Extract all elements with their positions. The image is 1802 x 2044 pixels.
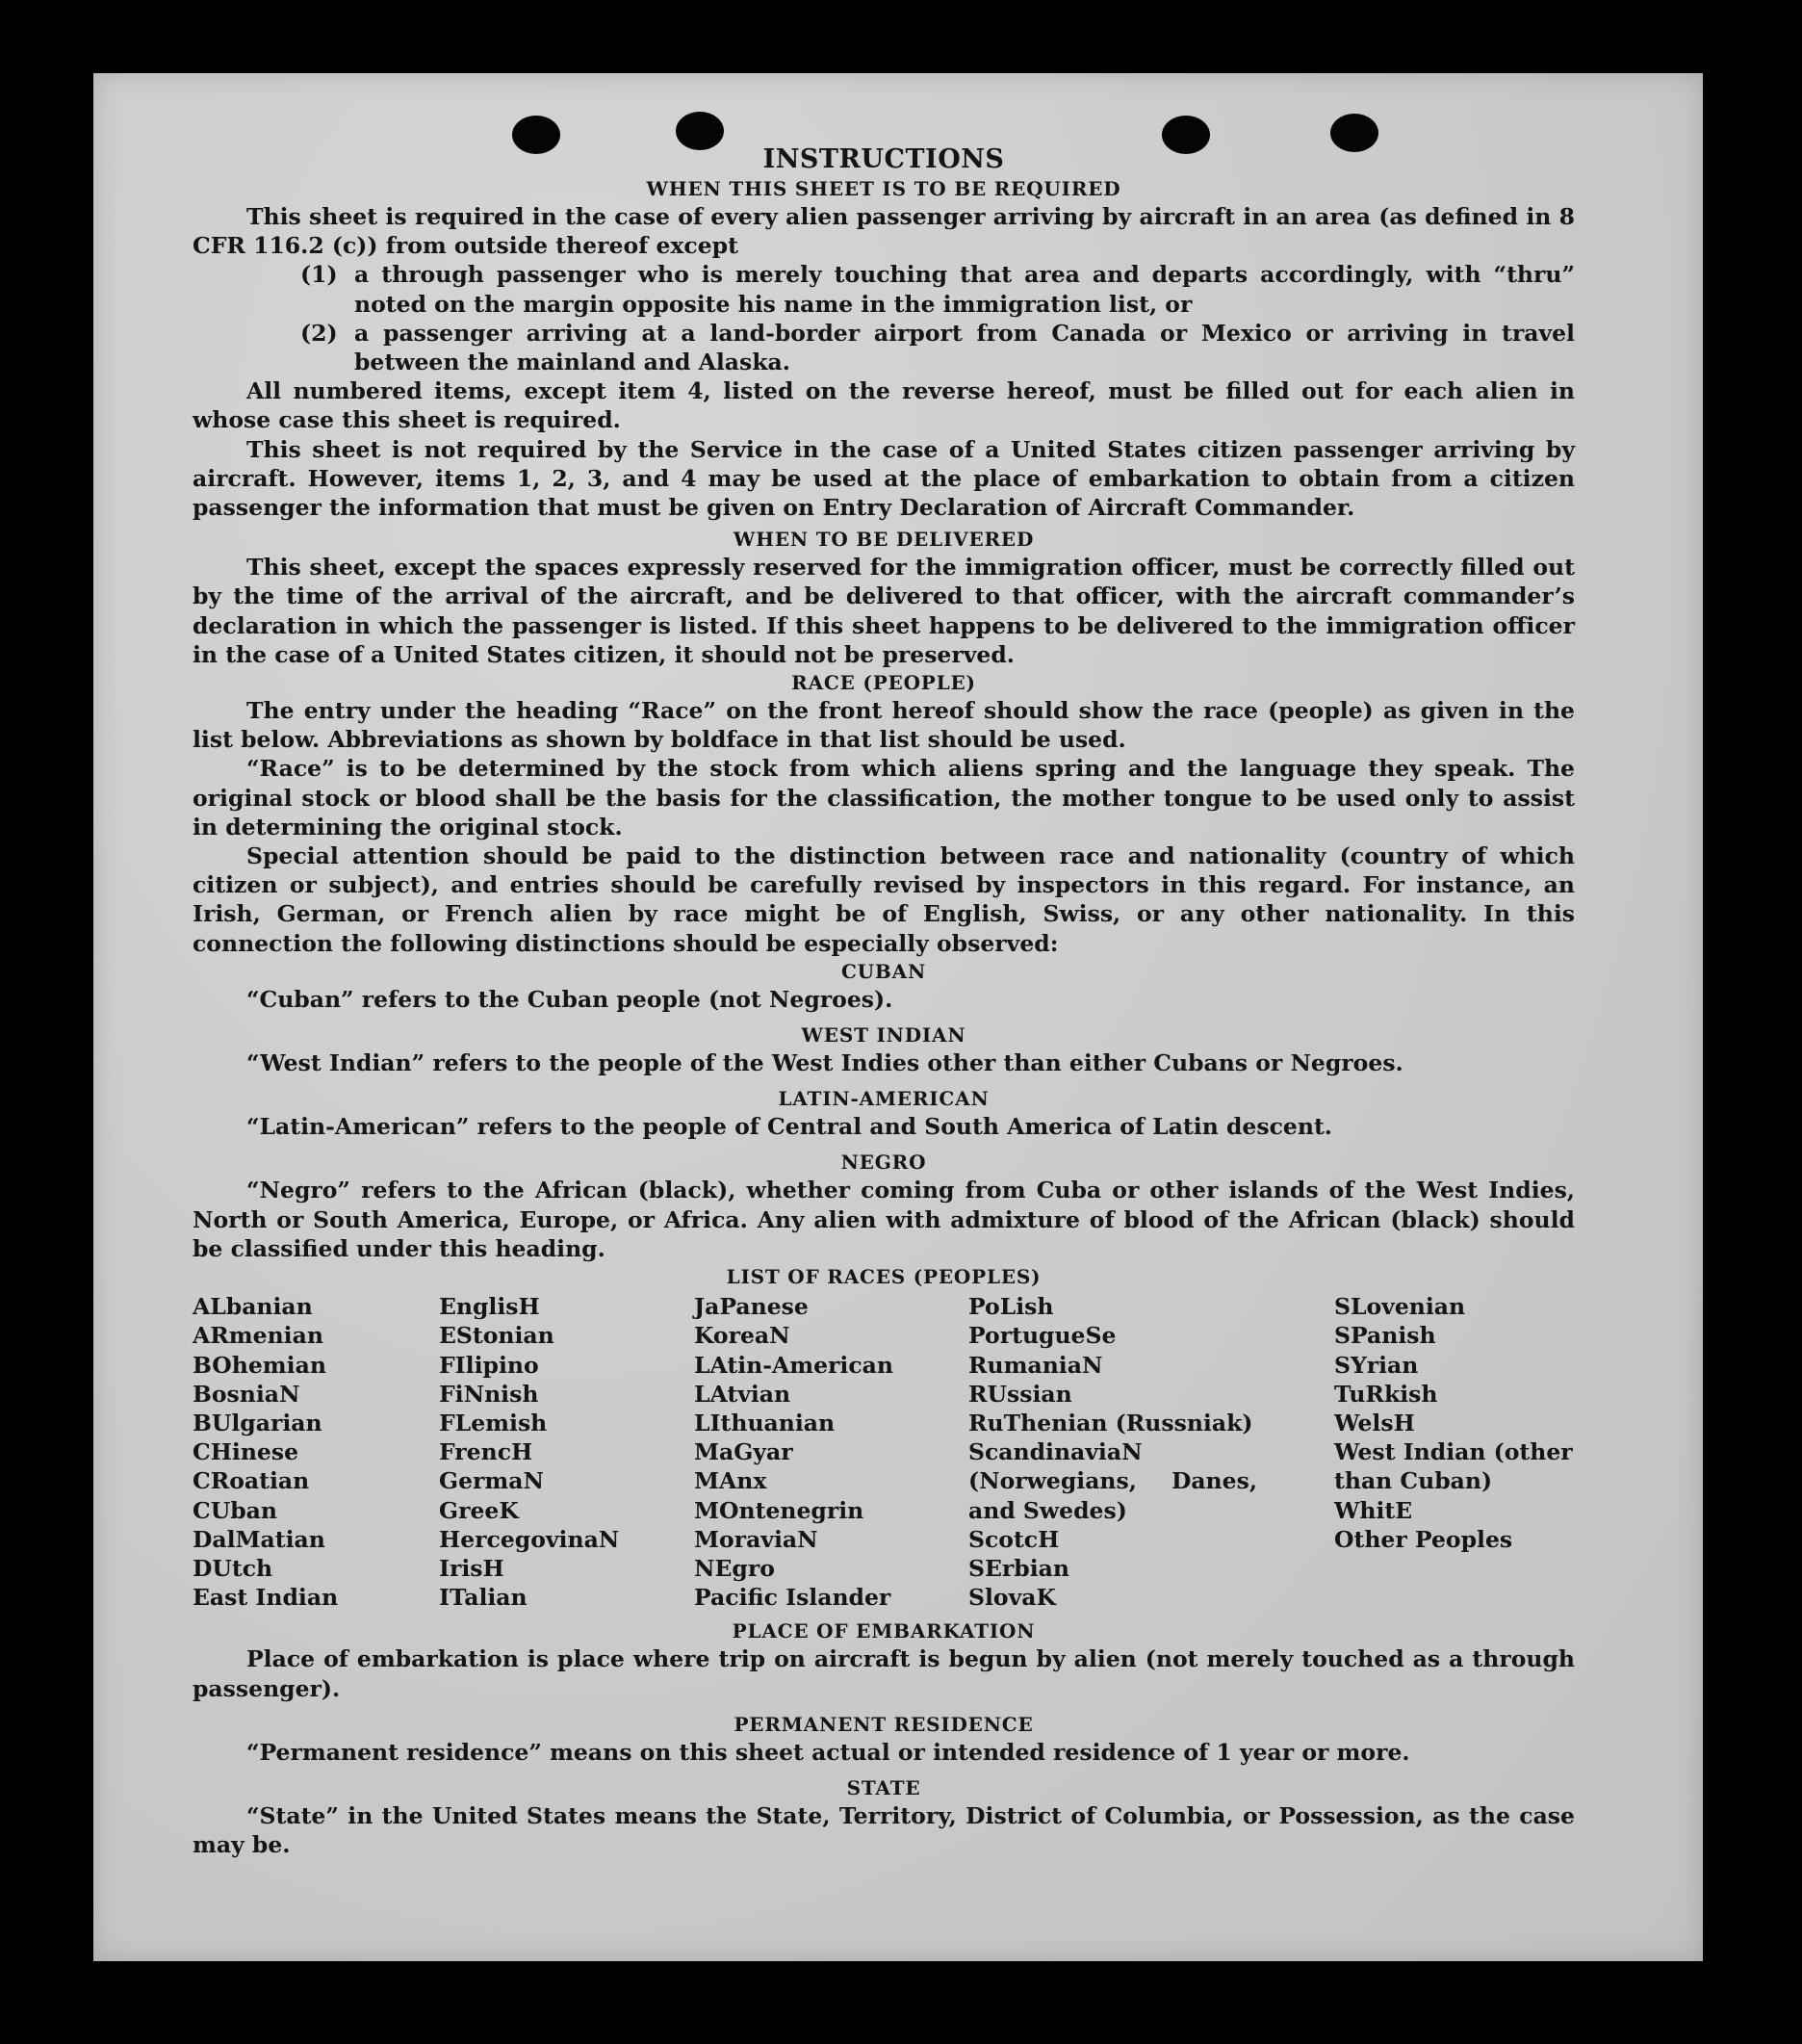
race-item: LIthuanian	[694, 1409, 836, 1436]
race-item: EnglisH	[439, 1293, 540, 1321]
race-item: IrisH	[439, 1554, 504, 1582]
race-item: NEgro	[694, 1554, 775, 1582]
paragraph: This sheet, except the spaces expressly reserved for the immigration officer, must be correctly filled out by the time of the arrival of the aircraft, and be delivered to that officer, with the aircraft commander’s declaration in which the passenger is listed. If this sheet happens to be delivered to the immigration officer in the case of a United States citizen, it should not be preserved.	[193, 554, 1575, 668]
section-heading: LIST OF RACES (PEOPLES)	[726, 1265, 1042, 1289]
item-number: (1)	[300, 261, 338, 289]
race-item: ITalian	[439, 1584, 528, 1612]
race-item: RuThenian (Russniak)	[968, 1409, 1253, 1436]
section-heading: WEST INDIAN	[801, 1023, 966, 1048]
race-column	[439, 1292, 694, 1612]
definition: “Latin-American” refers to the people of Central and South America of Latin descent.	[246, 1113, 1332, 1141]
race-item: Pacific Islander	[694, 1584, 891, 1612]
definition: “State” in the United States means the State, Territory, District of Columbia, or Possession, as the case may be.	[193, 1801, 1575, 1859]
race-item: TuRkish	[1334, 1380, 1438, 1408]
race-item: ScandinaviaN (Norwegians, Danes, and Swedes)	[968, 1438, 1257, 1524]
race-column	[1334, 1292, 1580, 1612]
section-heading: NEGRO	[840, 1151, 927, 1175]
race-item: JaPanese	[694, 1293, 809, 1321]
section-heading: RACE (PEOPLE)	[791, 671, 976, 695]
race-item: LAtvian	[694, 1380, 791, 1408]
item-text: a through passenger who is merely touching that area and departs accordingly, with “thru” noted on the margin opposite his name in the immigration list, or	[354, 261, 1575, 318]
race-item: DUtch	[193, 1554, 273, 1582]
race-item: ARmenian	[193, 1322, 323, 1350]
race-item: EStonian	[439, 1322, 554, 1350]
race-item: SPanish	[1334, 1322, 1436, 1350]
item-number: (2)	[300, 319, 338, 347]
race-item: MAnx	[694, 1467, 767, 1495]
list-item	[300, 319, 1575, 376]
section-heading: WHEN TO BE DELIVERED	[733, 528, 1035, 552]
race-column	[193, 1292, 439, 1612]
race-column	[694, 1292, 968, 1612]
race-item: CUban	[193, 1496, 277, 1524]
section-heading: STATE	[846, 1775, 921, 1799]
section-heading: PLACE OF EMBARKATION	[732, 1619, 1036, 1643]
race-item: LAtin-American	[694, 1351, 893, 1379]
race-item: GreeK	[439, 1496, 519, 1524]
race-item: DalMatian	[193, 1525, 325, 1553]
race-item: CHinese	[193, 1438, 299, 1466]
definition: Place of embarkation is place where trip on aircraft is begun by alien (not merely touched as a through passenger).	[193, 1645, 1575, 1702]
race-item: WhitE	[1334, 1496, 1413, 1524]
race-item: MOntenegrin	[694, 1496, 864, 1524]
race-item: FLemish	[439, 1409, 548, 1436]
race-column	[968, 1292, 1334, 1612]
race-item: CRoatian	[193, 1467, 310, 1495]
definition: “Cuban” refers to the Cuban people (not Negroes).	[246, 985, 893, 1013]
list-item	[300, 260, 1575, 318]
instructions-content	[193, 144, 1575, 1859]
definition: “West Indian” refers to the people of the West Indies other than either Cubans or Negroes.	[246, 1049, 1403, 1077]
section-heading: WHEN THIS SHEET IS TO BE REQUIRED	[646, 177, 1121, 200]
race-item: BosniaN	[193, 1380, 300, 1408]
race-item: PortugueSe	[968, 1322, 1117, 1350]
paragraph: All numbered items, except item 4, listed on the reverse hereof, must be filled out for each alien in whose case this sheet is required.	[193, 377, 1575, 434]
paragraph: “Race” is to be determined by the stock from which aliens spring and the language they speak. The original stock or blood shall be the basis for the classification, the mother tongue to be used only to assist in determining the original stock.	[193, 755, 1575, 841]
page-title: INSTRUCTIONS	[762, 144, 1005, 174]
race-item: West Indian (other than Cuban)	[1334, 1438, 1573, 1495]
race-item: FrencH	[439, 1438, 533, 1466]
section-heading: PERMANENT RESIDENCE	[734, 1712, 1034, 1736]
definition: “Permanent residence” means on this sheet actual or intended residence of 1 year or more.	[246, 1738, 1410, 1766]
race-item: ALbanian	[193, 1293, 313, 1321]
definition: “Negro” refers to the African (black), whether coming from Cuba or other islands of the West Indies, North or South America, Europe, or Africa. Any alien with admixture of blood of the African (black) should be classified under this heading.	[193, 1177, 1575, 1262]
race-item: RumaniaN	[968, 1351, 1103, 1379]
race-item: SLovenian	[1334, 1293, 1466, 1321]
race-item: MoraviaN	[694, 1525, 818, 1553]
race-item: HercegovinaN	[439, 1525, 620, 1553]
race-item: ScotcH	[968, 1525, 1060, 1553]
race-item: WelsH	[1334, 1409, 1415, 1436]
race-item: KoreaN	[694, 1322, 790, 1350]
race-item: East Indian	[193, 1584, 339, 1612]
race-item: BOhemian	[193, 1351, 326, 1379]
race-list	[193, 1292, 1575, 1612]
paragraph: This sheet is required in the case of every alien passenger arriving by aircraft in an area (as defined in 8 CFR 116.2 (c)) from outside thereof except	[193, 203, 1575, 260]
paragraph: Special attention should be paid to the distinction between race and nationality (country of which citizen or subject), and entries should be carefully revised by inspectors in this regard. For instance, an Irish, German, or French alien by race might be of English, Swiss, or any other nationality. In this connection the following distinctions should be especially observed:	[193, 842, 1575, 957]
paragraph: This sheet is not required by the Service in the case of a United States citizen passenger arriving by aircraft. However, items 1, 2, 3, and 4 may be used at the place of embarkation to obtain from a citizen passenger the information that must be given on Entry Declaration of Aircraft Commander.	[193, 435, 1575, 522]
section-heading: LATIN-AMERICAN	[778, 1087, 990, 1111]
race-item: RUssian	[968, 1380, 1072, 1408]
race-item: FIlipino	[439, 1351, 539, 1379]
item-text: a passenger arriving at a land-border airport from Canada or Mexico or arriving in travel between the mainland and Alaska.	[354, 319, 1575, 376]
section-heading: CUBAN	[840, 959, 927, 983]
race-item: SErbian	[968, 1554, 1069, 1582]
race-item: SlovaK	[968, 1584, 1056, 1612]
race-item: MaGyar	[694, 1438, 793, 1466]
race-item: GermaN	[439, 1467, 544, 1495]
race-item: Other Peoples	[1334, 1525, 1513, 1553]
race-item: FiNnish	[439, 1380, 539, 1408]
race-item: BUlgarian	[193, 1409, 322, 1436]
race-item: PoLish	[968, 1293, 1054, 1321]
race-item: SYrian	[1334, 1351, 1419, 1379]
paragraph: The entry under the heading “Race” on the front hereof should show the race (people) as given in the list below. Abbreviations as shown by boldface in that list should be used.	[193, 697, 1575, 754]
